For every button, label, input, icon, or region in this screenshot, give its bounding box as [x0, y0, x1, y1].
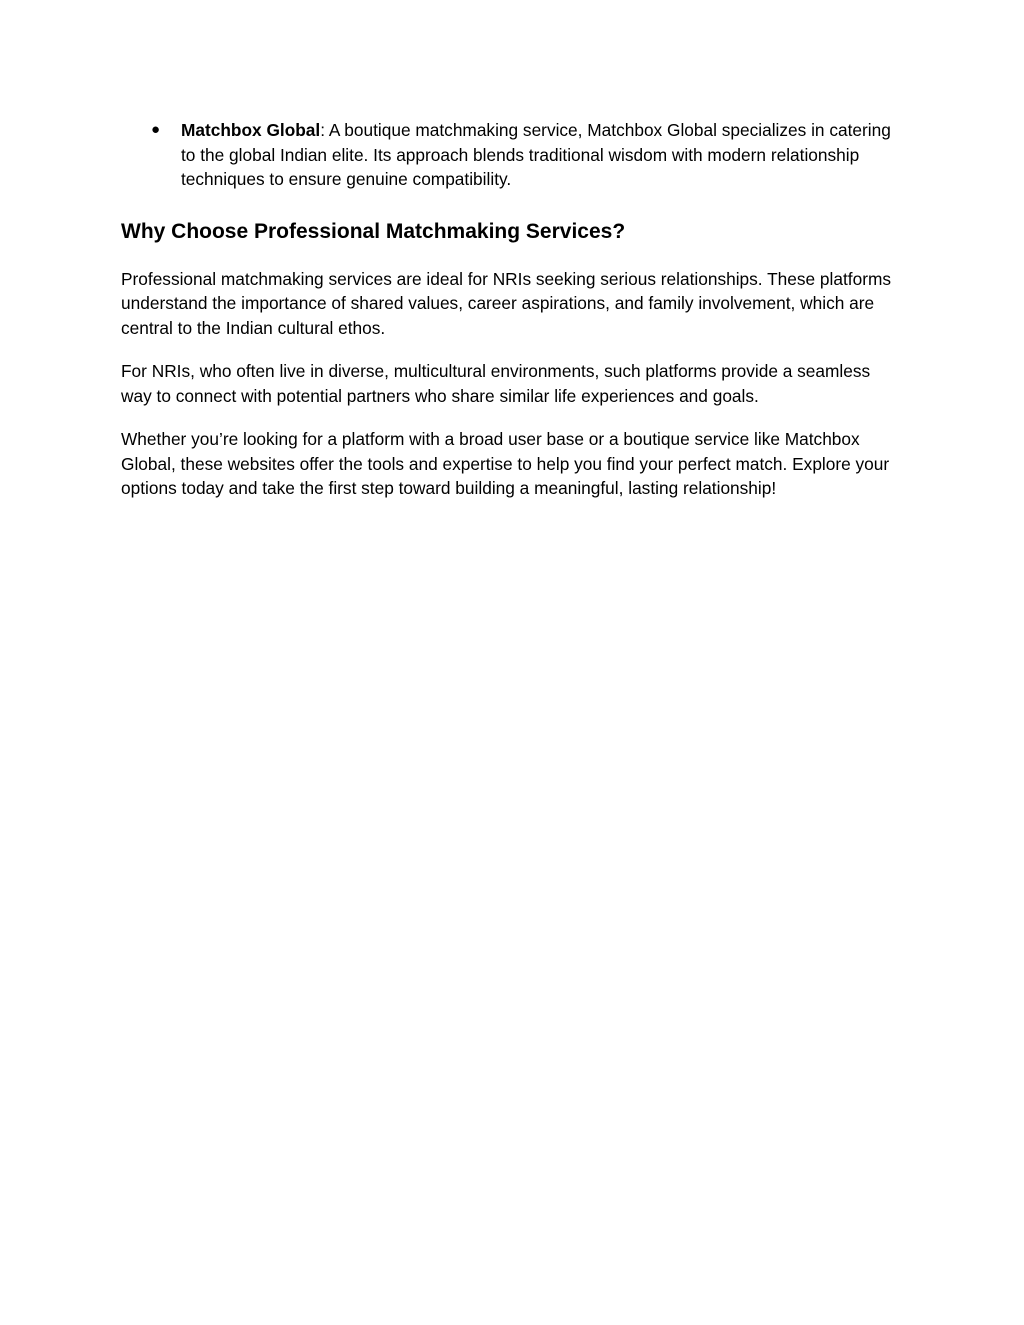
- paragraph-1: Professional matchmaking services are ideal for NRIs seeking serious relationships. These platforms understand the importance of shared values, career aspirations, and family involvement, which are central to the Indian cultural ethos.: [121, 268, 891, 338]
- list-item-term: Matchbox Global: [181, 120, 321, 140]
- section-heading: Why Choose Professional Matchmaking Services?: [121, 219, 626, 243]
- paragraph-2: For NRIs, who often live in diverse, multicultural environments, such platforms provide a seamless way to connect with potential partners who share similar life experiences and goals.: [121, 361, 871, 406]
- paragraph-3: Whether you’re looking for a platform with a broad user base or a boutique service like Matchbox Global, these websites offer the tools and expertise to help you find your perfect match. Explore your options today and take the first step toward building a meaningful, lasting relationship!: [121, 429, 890, 498]
- list-item-text: : A boutique matchmaking service, Matchbox Global specializes in catering to the global Indian elite. Its approach blends traditional wisdom with modern relationship techniques to ensure genuine compatibility.: [181, 120, 891, 189]
- document-body: [121, 118, 901, 501]
- bullet-icon: ●: [151, 121, 161, 138]
- list-item-matchbox-global: [121, 118, 901, 192]
- bullet-list: [121, 118, 901, 192]
